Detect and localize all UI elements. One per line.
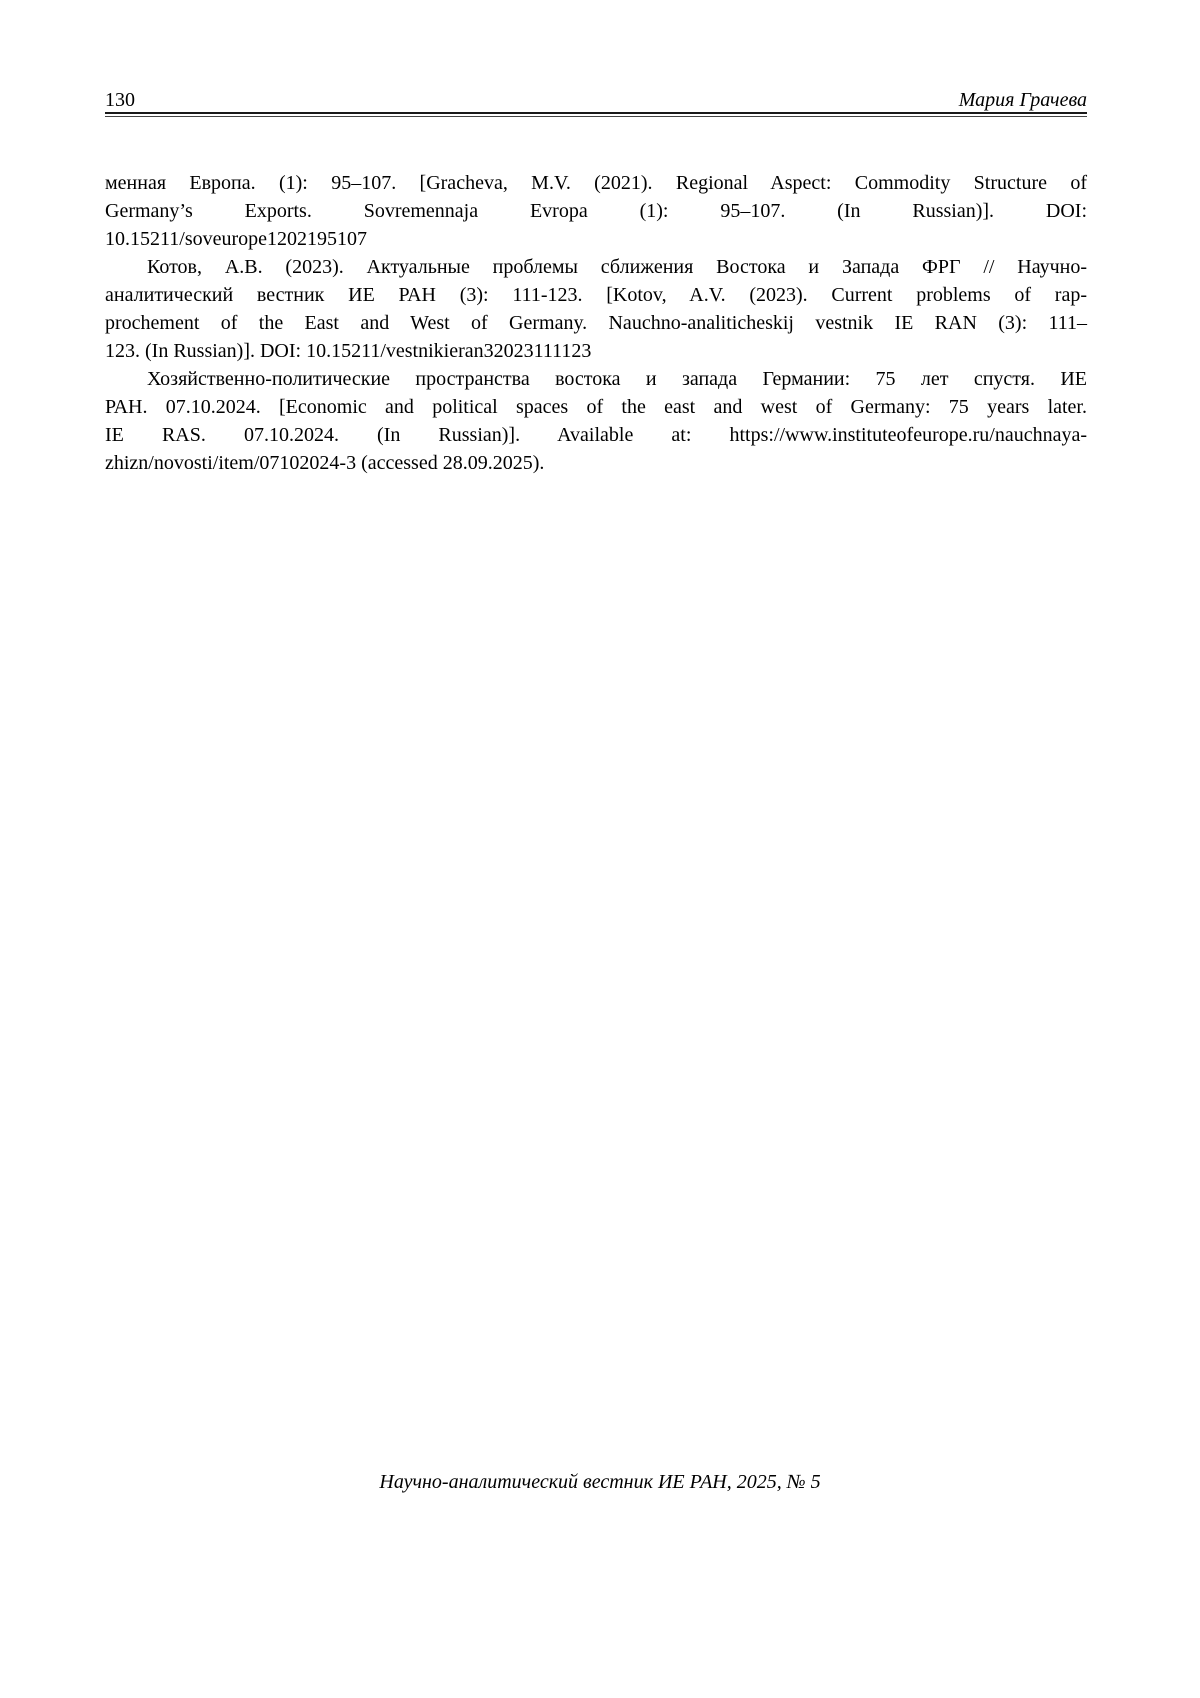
reference-entry-gracheva [105,169,1087,253]
header-row [105,90,1087,110]
text-line: РАН. 07.10.2024. [Economic and political spaces of the east and west of Germany: 75 years later. [105,396,1087,418]
reference-entry-ie-ras [105,365,1087,477]
journal-footer-text: Научно-аналитический вестник ИЕ РАН, 2025, № 5 [379,1471,821,1493]
text-line: prochement of the East and West of Germany. Nauchno-analiticheskij vestnik IE RAN (3): 111– [105,312,1087,334]
url-text: IE RAS. 07.10.2024. (In Russian)]. Available at: https://www.instituteofeurope.ru/nauchnaya- [105,424,1087,446]
journal-footer [0,1468,1200,1496]
running-author: Мария Грачева [958,89,1087,111]
doi-text: 123. (In Russian)]. DOI: 10.15211/vestnikieran32023111123 [105,340,592,362]
page-header [105,90,1087,117]
text-line: Котов, А.В. (2023). Актуальные проблемы сближения Востока и Запада ФРГ // Научно- [147,256,1087,278]
text-line: менная Европа. (1): 95–107. [Gracheva, M.V. (2021). Regional Aspect: Commodity Structure of [105,172,1087,194]
text-line: Хозяйственно-политические пространства востока и запада Германии: 75 лет спустя. ИЕ [147,368,1087,390]
text-line: Germany’s Exports. Sovremennaja Evropa (1): 95–107. (In Russian)]. DOI: [105,200,1087,222]
doi-text: 10.15211/soveurope1202195107 [105,228,368,250]
references-block [105,169,1087,477]
text-line: аналитический вестник ИЕ РАН (3): 111-123. [Kotov, A.V. (2023). Current problems of rap- [105,284,1087,306]
url-text: zhizn/novosti/item/07102024-3 (accessed 28.09.2025). [105,452,545,474]
reference-entry-kotov [105,253,1087,365]
header-rule [105,112,1087,117]
page-number: 130 [105,89,135,111]
